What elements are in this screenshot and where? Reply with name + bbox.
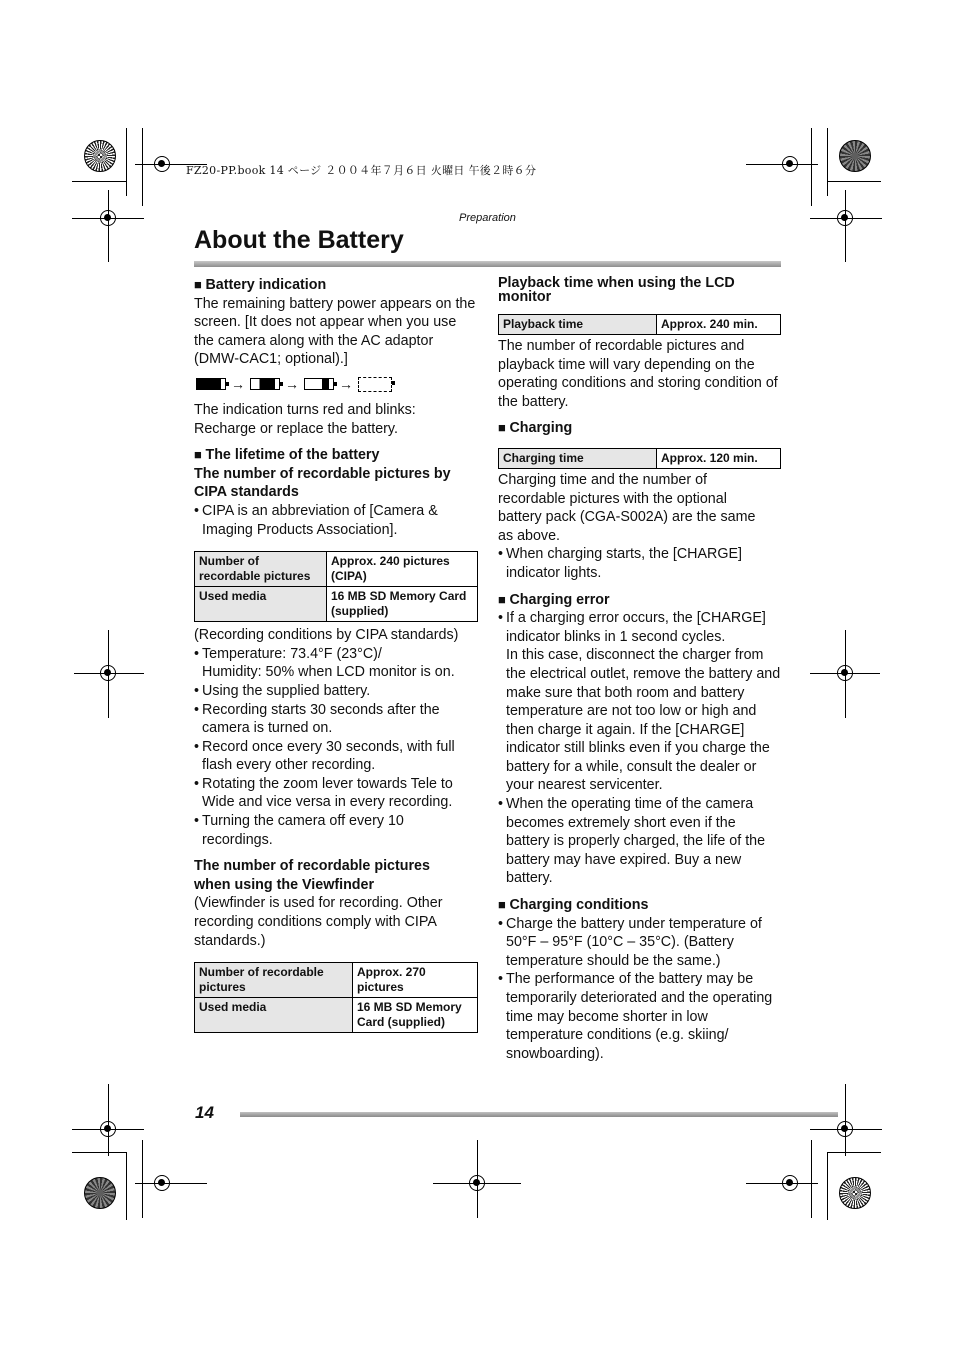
battery-indication-body: The remaining battery power appears on the screen. [It does not appear when you use the camera along with the AC adaptor (DMW-CAC1; optional).] (194, 295, 476, 368)
table-label: Charging time (499, 448, 657, 468)
crop-mark (108, 190, 109, 262)
conditions-intro: (Recording conditions by CIPA standards) (194, 627, 459, 644)
humidity-line: Humidity: 50% when LCD monitor is on. (202, 664, 455, 681)
charging-body: Charging time and the number of recordable pictures with the optional battery pack (CGA-S002A) are the same as above. (498, 471, 756, 544)
table-row (195, 587, 478, 622)
crop-mark (135, 1183, 207, 1184)
condition-bullet: • Recording starts 30 seconds after the camera is turned on. (194, 701, 478, 738)
charging-heading: ■ Charging (498, 419, 782, 438)
crop-mark (827, 1152, 881, 1153)
playback-heading: Playback time when using the LCD monitor (498, 275, 735, 305)
table-label: Number of recordable pictures (195, 552, 327, 587)
title-rule (194, 261, 781, 267)
registration-mark-icon (782, 1175, 798, 1191)
color-rosette-icon (839, 140, 871, 172)
table-label: Number of recordable pictures (195, 963, 353, 998)
left-column (194, 276, 478, 1033)
page-title: About the Battery (194, 226, 404, 254)
condition-bullet: • Rotating the zoom lever towards Tele to Wide and vice versa in every recording. (194, 775, 478, 812)
section-label: Preparation (459, 212, 516, 224)
battery-red-note: The indication turns red and blinks: Recharge or replace the battery. (194, 401, 416, 437)
registration-mark-icon (837, 665, 853, 681)
crop-mark (142, 1140, 143, 1218)
registration-mark-icon (837, 1121, 853, 1137)
crop-mark (811, 1140, 812, 1218)
crop-mark (72, 1152, 126, 1153)
charging-conditions-bullet: • Charge the battery under temperature of 50°F – 95°F (10°C – 35°C). (Battery temperature should be the same.) (498, 915, 782, 971)
print-file-line: FZ20-PP.book 14 ページ ２００４年７月６日 火曜日 午後２時６分 (186, 164, 537, 177)
viewfinder-table (194, 962, 478, 1033)
crop-mark (811, 128, 812, 206)
playback-table (498, 314, 781, 335)
viewfinder-heading: The number of recordable pictures when using the Viewfinder (194, 858, 430, 893)
table-row (195, 963, 478, 998)
crop-mark (142, 128, 143, 206)
crop-mark (845, 190, 846, 262)
crop-mark (72, 181, 126, 182)
battery-two-thirds-icon (250, 378, 280, 390)
viewfinder-body: (Viewfinder is used for recording. Other recording conditions comply with CIPA standards.) (194, 895, 443, 949)
table-label: Playback time (499, 315, 657, 335)
table-value: 16 MB SD Memory Card (supplied) (353, 998, 478, 1033)
charging-conditions-bullet: • The performance of the battery may be temporarily deteriorated and the operating time may become shorter in low temperature conditions (e.g. skiing/ snowboarding). (498, 970, 782, 1063)
color-rosette-icon (839, 1177, 871, 1209)
charging-error-bullet: • When the operating time of the camera becomes extremely short even if the battery is properly charged, the life of the battery may have expired. Buy a new battery. (498, 795, 782, 888)
table-value: Approx. 270 pictures (353, 963, 478, 998)
condition-bullet: • Record once every 30 seconds, with full flash every other recording. (194, 738, 478, 775)
battery-one-third-icon (304, 378, 334, 390)
arrow-icon: → (231, 375, 245, 392)
table-value: Approx. 240 min. (657, 315, 781, 335)
table-label: Used media (195, 587, 327, 622)
cipa-table (194, 551, 478, 622)
charging-table (498, 448, 781, 469)
crop-mark (827, 181, 881, 182)
charging-conditions-heading: ■ Charging conditions (498, 896, 782, 915)
registration-mark-icon (782, 156, 798, 172)
footer-rule (240, 1112, 838, 1117)
crop-mark (126, 1152, 127, 1220)
arrow-icon: → (285, 375, 299, 392)
registration-mark-icon (100, 210, 116, 226)
battery-empty-blinking-icon (358, 377, 392, 392)
temperature-bullet: • Temperature: 73.4°F (23°C)/ (194, 645, 478, 664)
table-row (195, 552, 478, 587)
color-rosette-icon (84, 1177, 116, 1209)
right-column (498, 276, 782, 1063)
crop-mark (126, 128, 127, 196)
table-value: 16 MB SD Memory Card (supplied) (327, 587, 478, 622)
battery-level-sequence (196, 375, 478, 399)
table-label: Used media (195, 998, 353, 1033)
charging-error-bullet: • If a charging error occurs, the [CHARGE] indicator blinks in 1 second cycles. (498, 609, 782, 646)
charging-error-heading: ■ Charging error (498, 591, 782, 610)
registration-mark-icon (837, 210, 853, 226)
table-row (195, 998, 478, 1033)
registration-mark-icon (154, 1175, 170, 1191)
crop-mark (827, 128, 828, 196)
condition-bullet: • Using the supplied battery. (194, 682, 478, 701)
lifetime-heading: ■ The lifetime of the battery (194, 446, 478, 465)
table-row (499, 315, 781, 335)
cipa-bullet: • CIPA is an abbreviation of [Camera & Imaging Products Association]. (194, 502, 478, 539)
registration-mark-icon (154, 156, 170, 172)
charging-bullet: • When charging starts, the [CHARGE] indicator lights. (498, 545, 782, 582)
color-rosette-icon (84, 140, 116, 172)
registration-mark-icon (100, 665, 116, 681)
battery-full-icon (196, 378, 226, 390)
table-value: Approx. 120 min. (657, 448, 781, 468)
registration-mark-icon (469, 1175, 485, 1191)
crop-mark (845, 1084, 846, 1156)
registration-mark-icon (100, 1121, 116, 1137)
crop-mark (827, 1152, 828, 1220)
battery-indication-heading: ■ Battery indication (194, 276, 478, 295)
crop-mark (108, 1084, 109, 1156)
condition-bullet: • Turning the camera off every 10 recordings. (194, 812, 412, 849)
page-number: 14 (195, 1103, 214, 1122)
table-value: Approx. 240 pictures (CIPA) (327, 552, 478, 587)
cipa-subheading: The number of recordable pictures by CIPA standards (194, 465, 451, 501)
charging-error-detail: In this case, disconnect the charger from the electrical outlet, remove the battery and make sure that both room and battery temperature are not too low or high and then charge it again. If the [CHARGE] indicator still blinks even if you charge the battery for a while, consult the dealer or your nearest servicenter. (506, 647, 781, 794)
playback-body: The number of recordable pictures and playback time will vary depending on the operating conditions and storing condition of the battery. (498, 338, 778, 410)
arrow-icon: → (339, 375, 353, 392)
table-row (499, 448, 781, 468)
